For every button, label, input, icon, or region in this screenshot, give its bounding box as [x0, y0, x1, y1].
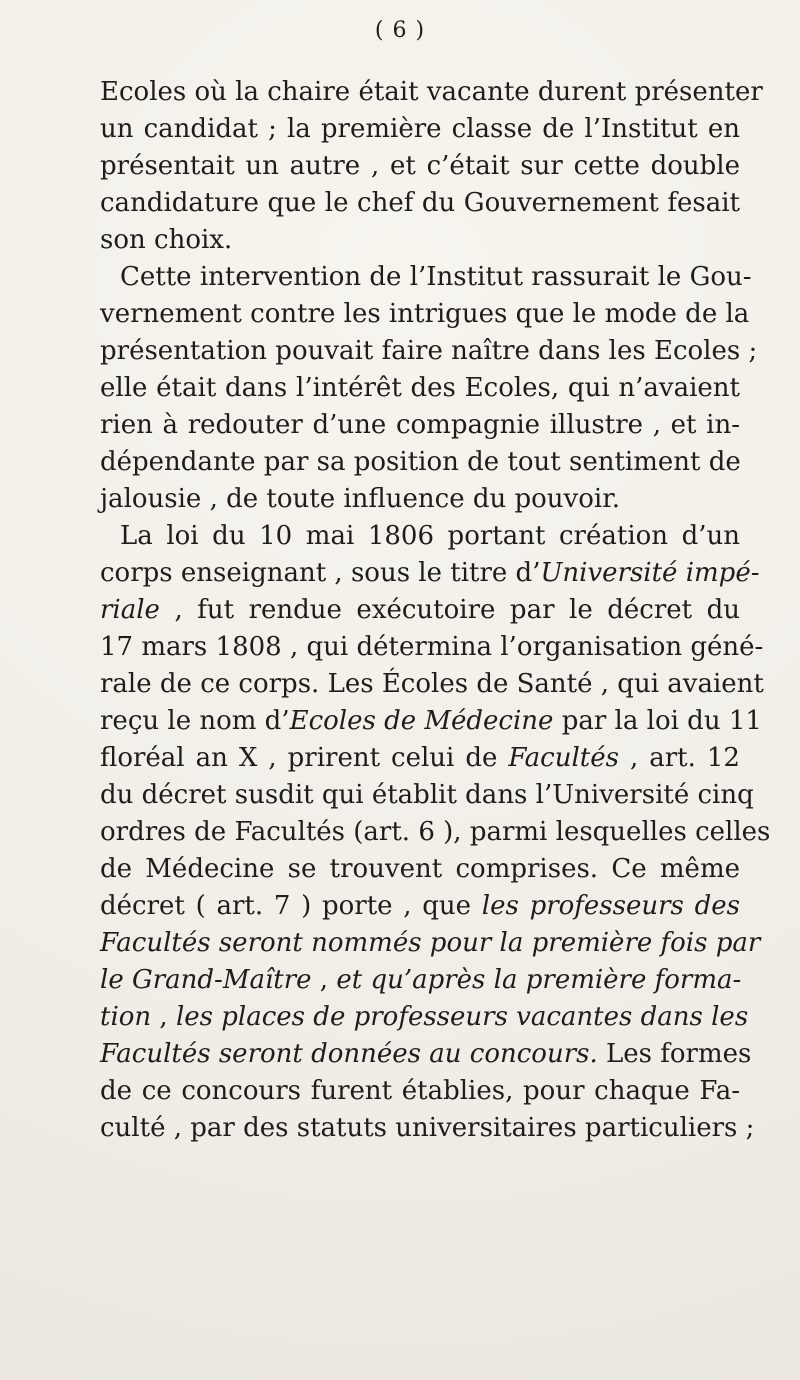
text-line [100, 703, 762, 740]
text-line [100, 74, 763, 111]
italic-segment: le Grand-Maître [100, 965, 312, 995]
text-segment: son choix. [100, 225, 233, 255]
text-segment: rale de ce corps. Les Écoles de Santé , qui avaient [100, 669, 764, 699]
text-line [100, 222, 740, 259]
text-segment: par la loi du 11 [553, 706, 762, 736]
text-line [100, 1036, 752, 1073]
text-line [100, 518, 740, 555]
italic-segment: les professeurs des [481, 891, 741, 921]
italic-segment: Ecoles de Médecine [289, 706, 554, 736]
page-number: ( 6 ) [374, 18, 426, 43]
text-segment: , [151, 1002, 176, 1032]
text-segment: de ce concours furent établies, pour chaque Fa- [100, 1076, 740, 1106]
italic-segment: riale [100, 595, 160, 625]
text-segment: dépendante par sa position de tout sentiment de [100, 447, 741, 477]
text-segment: , art. 12 [618, 743, 740, 773]
text-line [100, 962, 740, 999]
text-line [100, 333, 758, 370]
text-line [100, 407, 740, 444]
text-line [100, 185, 740, 222]
text-line [100, 148, 740, 185]
text-line [100, 925, 761, 962]
italic-segment: Facultés [508, 743, 619, 773]
text-line [100, 999, 749, 1036]
text-line [100, 555, 760, 592]
text-segment: elle était dans l’intérêt des Ecoles, qui n’avaient [100, 373, 740, 403]
text-segment: floréal an X , prirent celui de [100, 743, 509, 773]
text-segment: vernement contre les intrigues que le mode de la [100, 299, 750, 329]
text-segment: , [311, 965, 337, 995]
text-line [100, 1073, 740, 1110]
text-segment: La loi du 10 mai 1806 portant création d’un [120, 521, 740, 551]
text-segment: un candidat ; la première classe de l’Institut en [100, 114, 740, 144]
text-segment: présentation pouvait faire naître dans les Ecoles ; [100, 336, 758, 366]
text-line [100, 592, 740, 629]
text-segment: jalousie , de toute influence du pouvoir. [100, 484, 621, 514]
text-segment: culté , par des statuts universitaires particuliers ; [100, 1113, 755, 1143]
text-segment: Ecoles où la chaire était vacante durent présenter [100, 77, 763, 107]
italic-segment: Facultés seront données au concours. [100, 1039, 598, 1069]
text-line [100, 296, 750, 333]
text-segment: reçu le nom d’ [100, 706, 290, 736]
body-text [100, 74, 771, 1147]
italic-segment: Facultés seront nommés pour la première fois par [100, 928, 761, 958]
text-line [100, 851, 740, 888]
text-segment: Cette intervention de l’Institut rassurait le Gou- [120, 262, 752, 292]
text-segment: décret ( art. 7 ) porte , que [100, 891, 482, 921]
text-line [100, 888, 740, 925]
text-segment: 17 mars 1808 , qui détermina l’organisation géné- [100, 632, 764, 662]
text-segment: de Médecine se trouvent comprises. Ce même [100, 854, 740, 884]
text-line [100, 259, 752, 296]
italic-segment: tion [100, 1002, 152, 1032]
text-line [100, 629, 764, 666]
text-line [100, 814, 771, 851]
text-segment: candidature que le chef du Gouvernement fesait [100, 188, 740, 218]
italic-segment: Université impé- [540, 558, 760, 588]
italic-segment: les places de professeurs vacantes dans les [175, 1002, 749, 1032]
text-segment: Les formes [597, 1039, 752, 1069]
text-segment: , fut rendue exécutoire par le décret du [159, 595, 740, 625]
text-segment: présentait un autre , et c’était sur cette double [100, 151, 740, 181]
text-line [100, 481, 740, 518]
text-segment: ordres de Facultés (art. 6 ), parmi lesquelles celles [100, 817, 771, 847]
text-line [100, 666, 764, 703]
text-line [100, 740, 740, 777]
text-segment: corps enseignant , sous le titre d’ [100, 558, 541, 588]
text-line [100, 777, 754, 814]
text-line [100, 370, 740, 407]
text-segment: rien à redouter d’une compagnie illustre , et in- [100, 410, 740, 440]
text-line [100, 111, 740, 148]
text-line [100, 1110, 755, 1147]
text-line [100, 444, 740, 481]
text-segment: du décret susdit qui établit dans l’Université cinq [100, 780, 754, 810]
italic-segment: et qu’après la première forma- [336, 965, 742, 995]
